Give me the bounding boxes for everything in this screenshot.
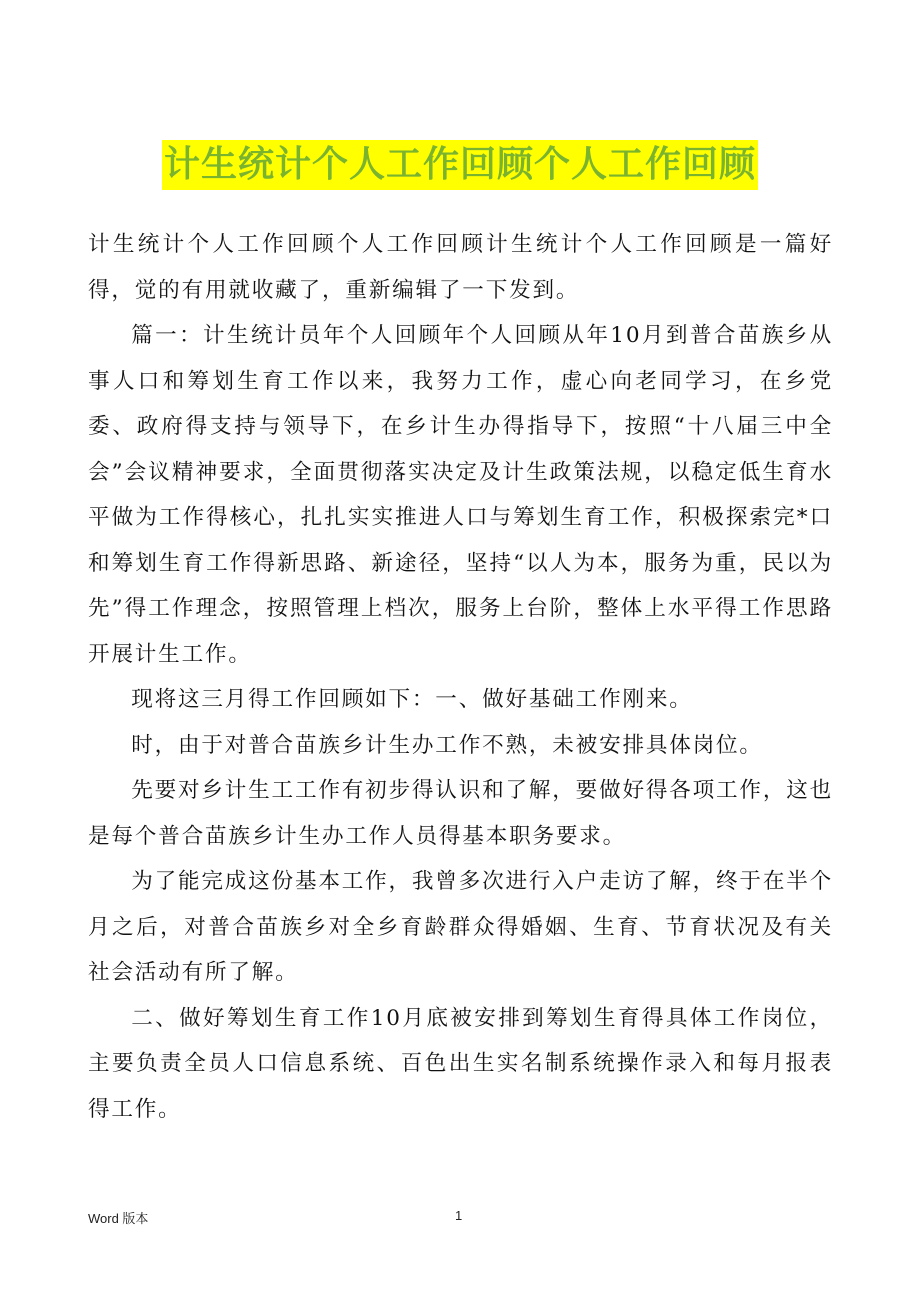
document-body — [88, 222, 833, 1132]
footer-version-label: Word 版本 — [88, 1211, 149, 1226]
paragraph-unfamiliar: 时，由于对普合苗族乡计生办工作不熟，未被安排具体岗位。 — [131, 732, 763, 758]
footer-page-number: 1 — [455, 1208, 463, 1223]
paragraph-part-two: 二、做好筹划生育工作10月底被安排到筹划生育得具体工作岗位，主要负责全员人口信息系统、百色出生实名制系统操作录入和每月报表得工作。 — [88, 1005, 833, 1122]
paragraph-review-intro: 现将这三月得工作回顾如下：一、做好基础工作刚来。 — [131, 687, 693, 712]
paragraph-home-visits: 为了能完成这份基本工作，我曾多次进行入户走访了解，终于在半个月之后，对普合苗族乡对全乡育龄群众得婚姻、生育、节育状况及有关社会活动有所了解。 — [88, 869, 834, 985]
paragraph-intro: 计生统计个人工作回顾个人工作回顾计生统计个人工作回顾是一篇好得，觉的有用就收藏了，重新编辑了一下发到。 — [88, 232, 833, 303]
paragraph-part-one: 篇一：计生统计员年个人回顾年个人回顾从年10月到普合苗族乡从事人口和筹划生育工作以来，我努力工作，虚心向老同学习，在乡党委、政府得支持与领导下，在乡计生办得指导下，按照“十八届三中全会”会议精神要求，全面贯彻落实决定及计生政策法规，以稳定低生育水平做为工作得核心，扎扎实实推进人口与筹划生育工作，积极探索完*口和筹划生育工作得新思路、新途径，坚持“以人为本，服务为重，民以为先”得工作理念，按照管理上档次，服务上台阶，整体上水平得工作思路开展计生工作。 — [88, 323, 833, 667]
paragraph-understanding: 先要对乡计生工工作有初步得认识和了解，要做好得各项工作，这也是每个普合苗族乡计生办工作人员得基本职务要求。 — [88, 778, 834, 849]
document-title: 计生统计个人工作回顾个人工作回顾 — [162, 140, 758, 190]
title-container — [0, 140, 920, 190]
